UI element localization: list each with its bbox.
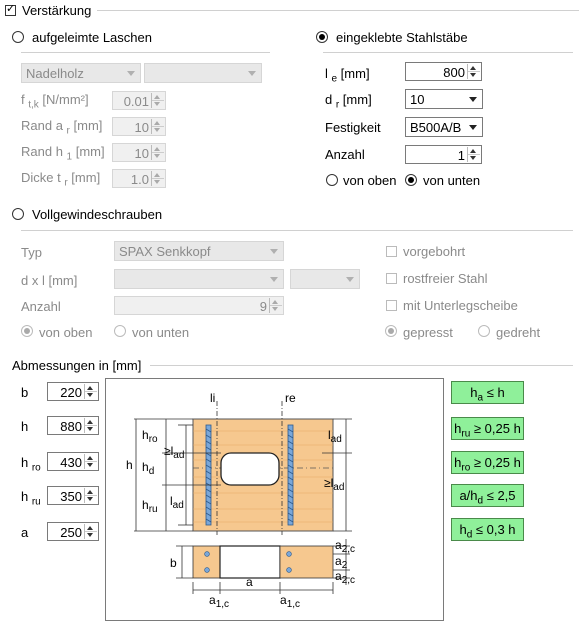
h-label: h (21, 419, 29, 434)
stahlstaebe-radio[interactable] (316, 31, 328, 43)
chevron-down-icon (270, 249, 278, 254)
l-select[interactable] (290, 269, 360, 289)
check-hro: $h_{ro} \ge 0,25$ h (451, 451, 524, 474)
chevron-down-icon (346, 277, 354, 282)
abmessungen-title: Abmessungen in [mm] (12, 358, 142, 373)
h-dim-label: h (126, 458, 133, 472)
chevron-down-icon (270, 277, 278, 282)
schrauben-radio-label: Vollgewindeschrauben (32, 207, 163, 222)
dicke-label: Dicke t $_r$ [mm] (21, 170, 101, 189)
b-label: b (21, 385, 29, 400)
festigkeit-select[interactable]: B500A/B (405, 117, 483, 137)
section-left (193, 546, 220, 578)
ftk-label: f $_{t,k}$ [N/mm²] (21, 92, 89, 111)
hro-dim-label: $h_{ro}$ (142, 428, 158, 445)
gepresst-label: gepresst (403, 325, 453, 340)
dxl-label: d x l [mm] (21, 273, 78, 288)
gepresst-radio[interactable] (385, 325, 397, 337)
schraube-von-unten-radio[interactable] (114, 325, 126, 337)
rod-left (206, 425, 211, 525)
a2c-top-label: $a_{2,c}$ (335, 538, 356, 555)
unterlegscheibe-checkbox[interactable] (386, 300, 397, 311)
laschen-radio[interactable] (12, 31, 24, 43)
stab-von-unten-radio[interactable] (405, 174, 417, 186)
hru-label: h $_{ru}$ (21, 489, 41, 508)
verstaerkung-label: Verstärkung (22, 3, 92, 18)
li-label: li (210, 391, 216, 405)
stahlstaebe-radio-label: eingeklebte Stahlstäbe (336, 30, 468, 45)
hro-input[interactable]: 430 (47, 452, 99, 471)
chevron-down-icon (127, 71, 135, 76)
hole-rect (221, 453, 279, 485)
check-icon: ✓ (6, 3, 16, 15)
gedreht-radio[interactable] (478, 325, 490, 337)
a1c-left-label: $a_{1,c}$ (209, 593, 230, 610)
le-label: l $_e$ [mm] (325, 66, 370, 85)
check-hd: $h_d \le 0,3$ h (451, 518, 524, 541)
anzahl-schraube-label: Anzahl (21, 299, 61, 314)
b-input[interactable]: 220 (47, 382, 99, 401)
b-dim-label: b (170, 556, 177, 570)
check-ha: $h_a \le h$ (451, 381, 524, 404)
rostfrei-label: rostfreier Stahl (403, 271, 488, 286)
section-hole (220, 546, 280, 578)
rand-h1-input[interactable]: 10 (112, 143, 166, 162)
laschen-material2-select[interactable] (144, 63, 262, 83)
anzahl-stab-input[interactable]: 1 (405, 145, 482, 164)
typ-select[interactable]: SPAX Senkkopf (114, 241, 284, 261)
section-right (280, 546, 333, 578)
lad-left-label: $l_{ad}$ (170, 494, 184, 511)
re-label: re (285, 391, 296, 405)
schrauben-radio[interactable] (12, 208, 24, 220)
rand-ar-label: Rand a $_r$ [mm] (21, 118, 103, 137)
a2-label: $a_2$ (335, 554, 348, 571)
gedreht-label: gedreht (496, 325, 541, 340)
anzahl-stab-label: Anzahl (325, 147, 365, 162)
ftk-input[interactable]: 0.01 (112, 91, 166, 110)
a2c-bottom-label: $a_{2,c}$ (335, 569, 356, 586)
vorgebohrt-label: vorgebohrt (403, 244, 466, 259)
laschen-radio-label: aufgeleimte Laschen (32, 30, 152, 45)
a-dim-label: a (246, 575, 253, 589)
vorgebohrt-checkbox[interactable] (386, 246, 397, 257)
lad-right-label: $l_{ad}$ (328, 428, 342, 445)
a1c-right-label: $a_{1,c}$ (280, 593, 301, 610)
h-input[interactable]: 880 (47, 416, 99, 435)
rostfrei-checkbox[interactable] (386, 273, 397, 284)
dr-label: d $_r$ [mm] (325, 92, 372, 111)
hd-dim-label: $h_d$ (142, 460, 155, 477)
chevron-down-icon (469, 125, 477, 130)
a-input[interactable]: 250 (47, 522, 99, 541)
laschen-material-select[interactable]: Nadelholz (21, 63, 141, 83)
ge-lad-right-label: $\ge l_{ad}$ (324, 476, 345, 493)
rod-right (288, 425, 293, 525)
dicke-input[interactable]: 1.0 (112, 169, 166, 188)
d-select[interactable] (114, 269, 284, 289)
stab-von-unten-label: von unten (423, 173, 481, 188)
festigkeit-label: Festigkeit (325, 120, 381, 135)
rand-h1-label: Rand h $_1$ [mm] (21, 144, 105, 163)
hro-label: h $_{ro}$ (21, 455, 41, 474)
unterlegscheibe-label: mit Unterlegscheibe (403, 298, 518, 313)
ge-lad-left-label: $\ge l_{ad}$ (164, 444, 185, 461)
hru-dim-label: $h_{ru}$ (142, 498, 158, 515)
schraube-von-unten-label: von unten (132, 325, 190, 340)
verstaerkung-checkbox[interactable] (5, 5, 16, 16)
hru-input[interactable]: 350 (47, 486, 99, 505)
stab-von-oben-radio[interactable] (326, 174, 338, 186)
chevron-down-icon (469, 97, 477, 102)
a-label: a (21, 525, 29, 540)
beam-diagram (105, 378, 444, 621)
anzahl-schraube-input[interactable]: 9 (114, 296, 284, 315)
schraube-von-oben-radio[interactable] (21, 325, 33, 337)
typ-label: Typ (21, 245, 42, 260)
stab-von-oben-label: von oben (343, 173, 397, 188)
dr-select[interactable]: 10 (405, 89, 483, 109)
check-a-hd: $a/h_d \le 2,5$ (451, 484, 524, 507)
le-input[interactable]: 800 (405, 62, 482, 81)
check-hru: $h_{ru} \ge 0,25$ h (451, 417, 524, 440)
schraube-von-oben-label: von oben (39, 325, 93, 340)
rand-ar-input[interactable]: 10 (112, 117, 166, 136)
chevron-down-icon (248, 71, 256, 76)
